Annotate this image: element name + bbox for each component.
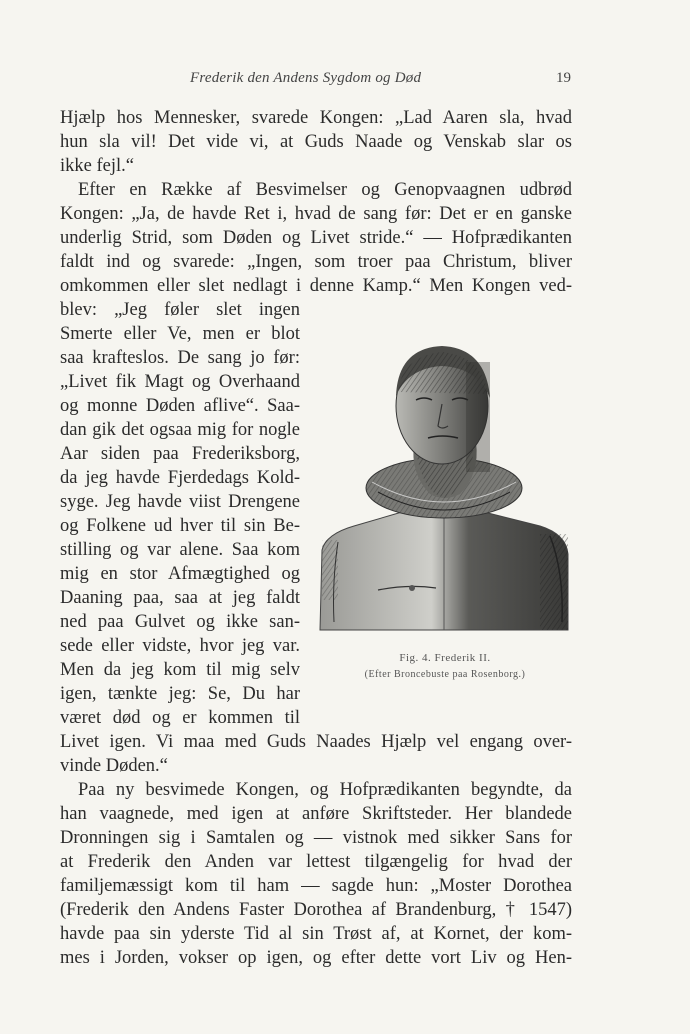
text-line: havde paa sin yderste Tid al sin Trøst af, at Kornet, der kom- bbox=[60, 924, 572, 944]
text-line: faldt ind og svarede: „Ingen, som troer paa Christum, bliver bbox=[60, 252, 572, 272]
text-line: mes i Jorden, vokser op igen, og efter dette vort Liv og Hen- bbox=[60, 948, 572, 968]
figure-caption: Fig. 4. Frederik II. bbox=[399, 652, 491, 664]
text-line: hun sla vil! Det vide vi, at Guds Naade og Venskab slar os bbox=[60, 132, 572, 152]
text-line: Aar siden paa Frederiksborg, bbox=[60, 444, 300, 464]
text-line: og Folkene ud hver til sin Be- bbox=[60, 516, 300, 536]
text-line: og monne Døden aflive“. Saa- bbox=[60, 396, 300, 416]
text-line: da jeg havde Fjerdedags Kold- bbox=[60, 468, 300, 488]
text-line: Men da jeg kom til mig selv bbox=[60, 660, 300, 680]
text-line: blev: „Jeg føler slet ingen bbox=[60, 300, 300, 320]
text-line: vinde Døden.“ bbox=[60, 756, 168, 776]
figure-source: (Efter Broncebuste paa Rosenborg.) bbox=[364, 669, 526, 680]
text-line: Daaning paa, saa at jeg faldt bbox=[60, 588, 300, 608]
text-line: han vaagnede, med igen at anføre Skriftsteder. Her blandede bbox=[60, 804, 572, 824]
text-line: Dronningen sig i Samtalen og — vistnok med sikker Sans for bbox=[60, 828, 572, 848]
text-line: at Frederik den Anden var lettest tilgængelig for hvad der bbox=[60, 852, 572, 872]
text-line: ned paa Gulvet og ikke san- bbox=[60, 612, 300, 632]
text-line: Kongen: „Ja, de havde Ret i, hvad de sang før: Det er en ganske bbox=[60, 204, 572, 224]
page-number: 19 bbox=[556, 70, 571, 86]
text-line: „Livet fik Magt og Overhaand bbox=[60, 372, 300, 392]
text-line: dan gik det ogsaa mig for nogle bbox=[60, 420, 300, 440]
text-line: syge. Jeg havde viist Drengene bbox=[60, 492, 300, 512]
text-line: familjemæssigt kom til ham — sagde hun: „Moster Dorothea bbox=[60, 876, 572, 896]
text-line: Smerte eller Ve, men er blot bbox=[60, 324, 300, 344]
text-line: saa krafteslos. De sang jo før: bbox=[60, 348, 300, 368]
bronze-bust-illustration bbox=[318, 322, 572, 634]
text-line: (Frederik den Andens Faster Dorothea af Brandenburg, † 1547) bbox=[60, 900, 572, 920]
text-line: underlig Strid, som Døden og Livet stride.“ — Hofprædikanten bbox=[60, 228, 572, 248]
text-line: mig en stor Afmægtighed og bbox=[60, 564, 300, 584]
text-line: Hjælp hos Mennesker, svarede Kongen: „Lad Aaren sla, hvad bbox=[60, 108, 572, 128]
text-line: omkommen eller slet nedlagt i denne Kamp.“ Men Kongen ved- bbox=[60, 276, 572, 296]
text-line: sede eller vidste, hvor jeg var. bbox=[60, 636, 300, 656]
text-line: Paa ny besvimede Kongen, og Hofprædikanten begyndte, da bbox=[78, 780, 572, 800]
running-title: Frederik den Andens Sygdom og Død bbox=[190, 70, 422, 86]
text-line: igen, tænkte jeg: Se, Du har bbox=[60, 684, 300, 704]
text-line: været død og er kommen til bbox=[60, 708, 300, 728]
text-line: stilling og var alene. Saa kom bbox=[60, 540, 300, 560]
text-line: Livet igen. Vi maa med Guds Naades Hjælp vel engang over- bbox=[60, 732, 572, 752]
text-line: ikke fejl.“ bbox=[60, 156, 134, 176]
text-line: Efter en Række af Besvimelser og Genopvaagnen udbrød bbox=[78, 180, 572, 200]
running-header bbox=[0, 70, 690, 90]
